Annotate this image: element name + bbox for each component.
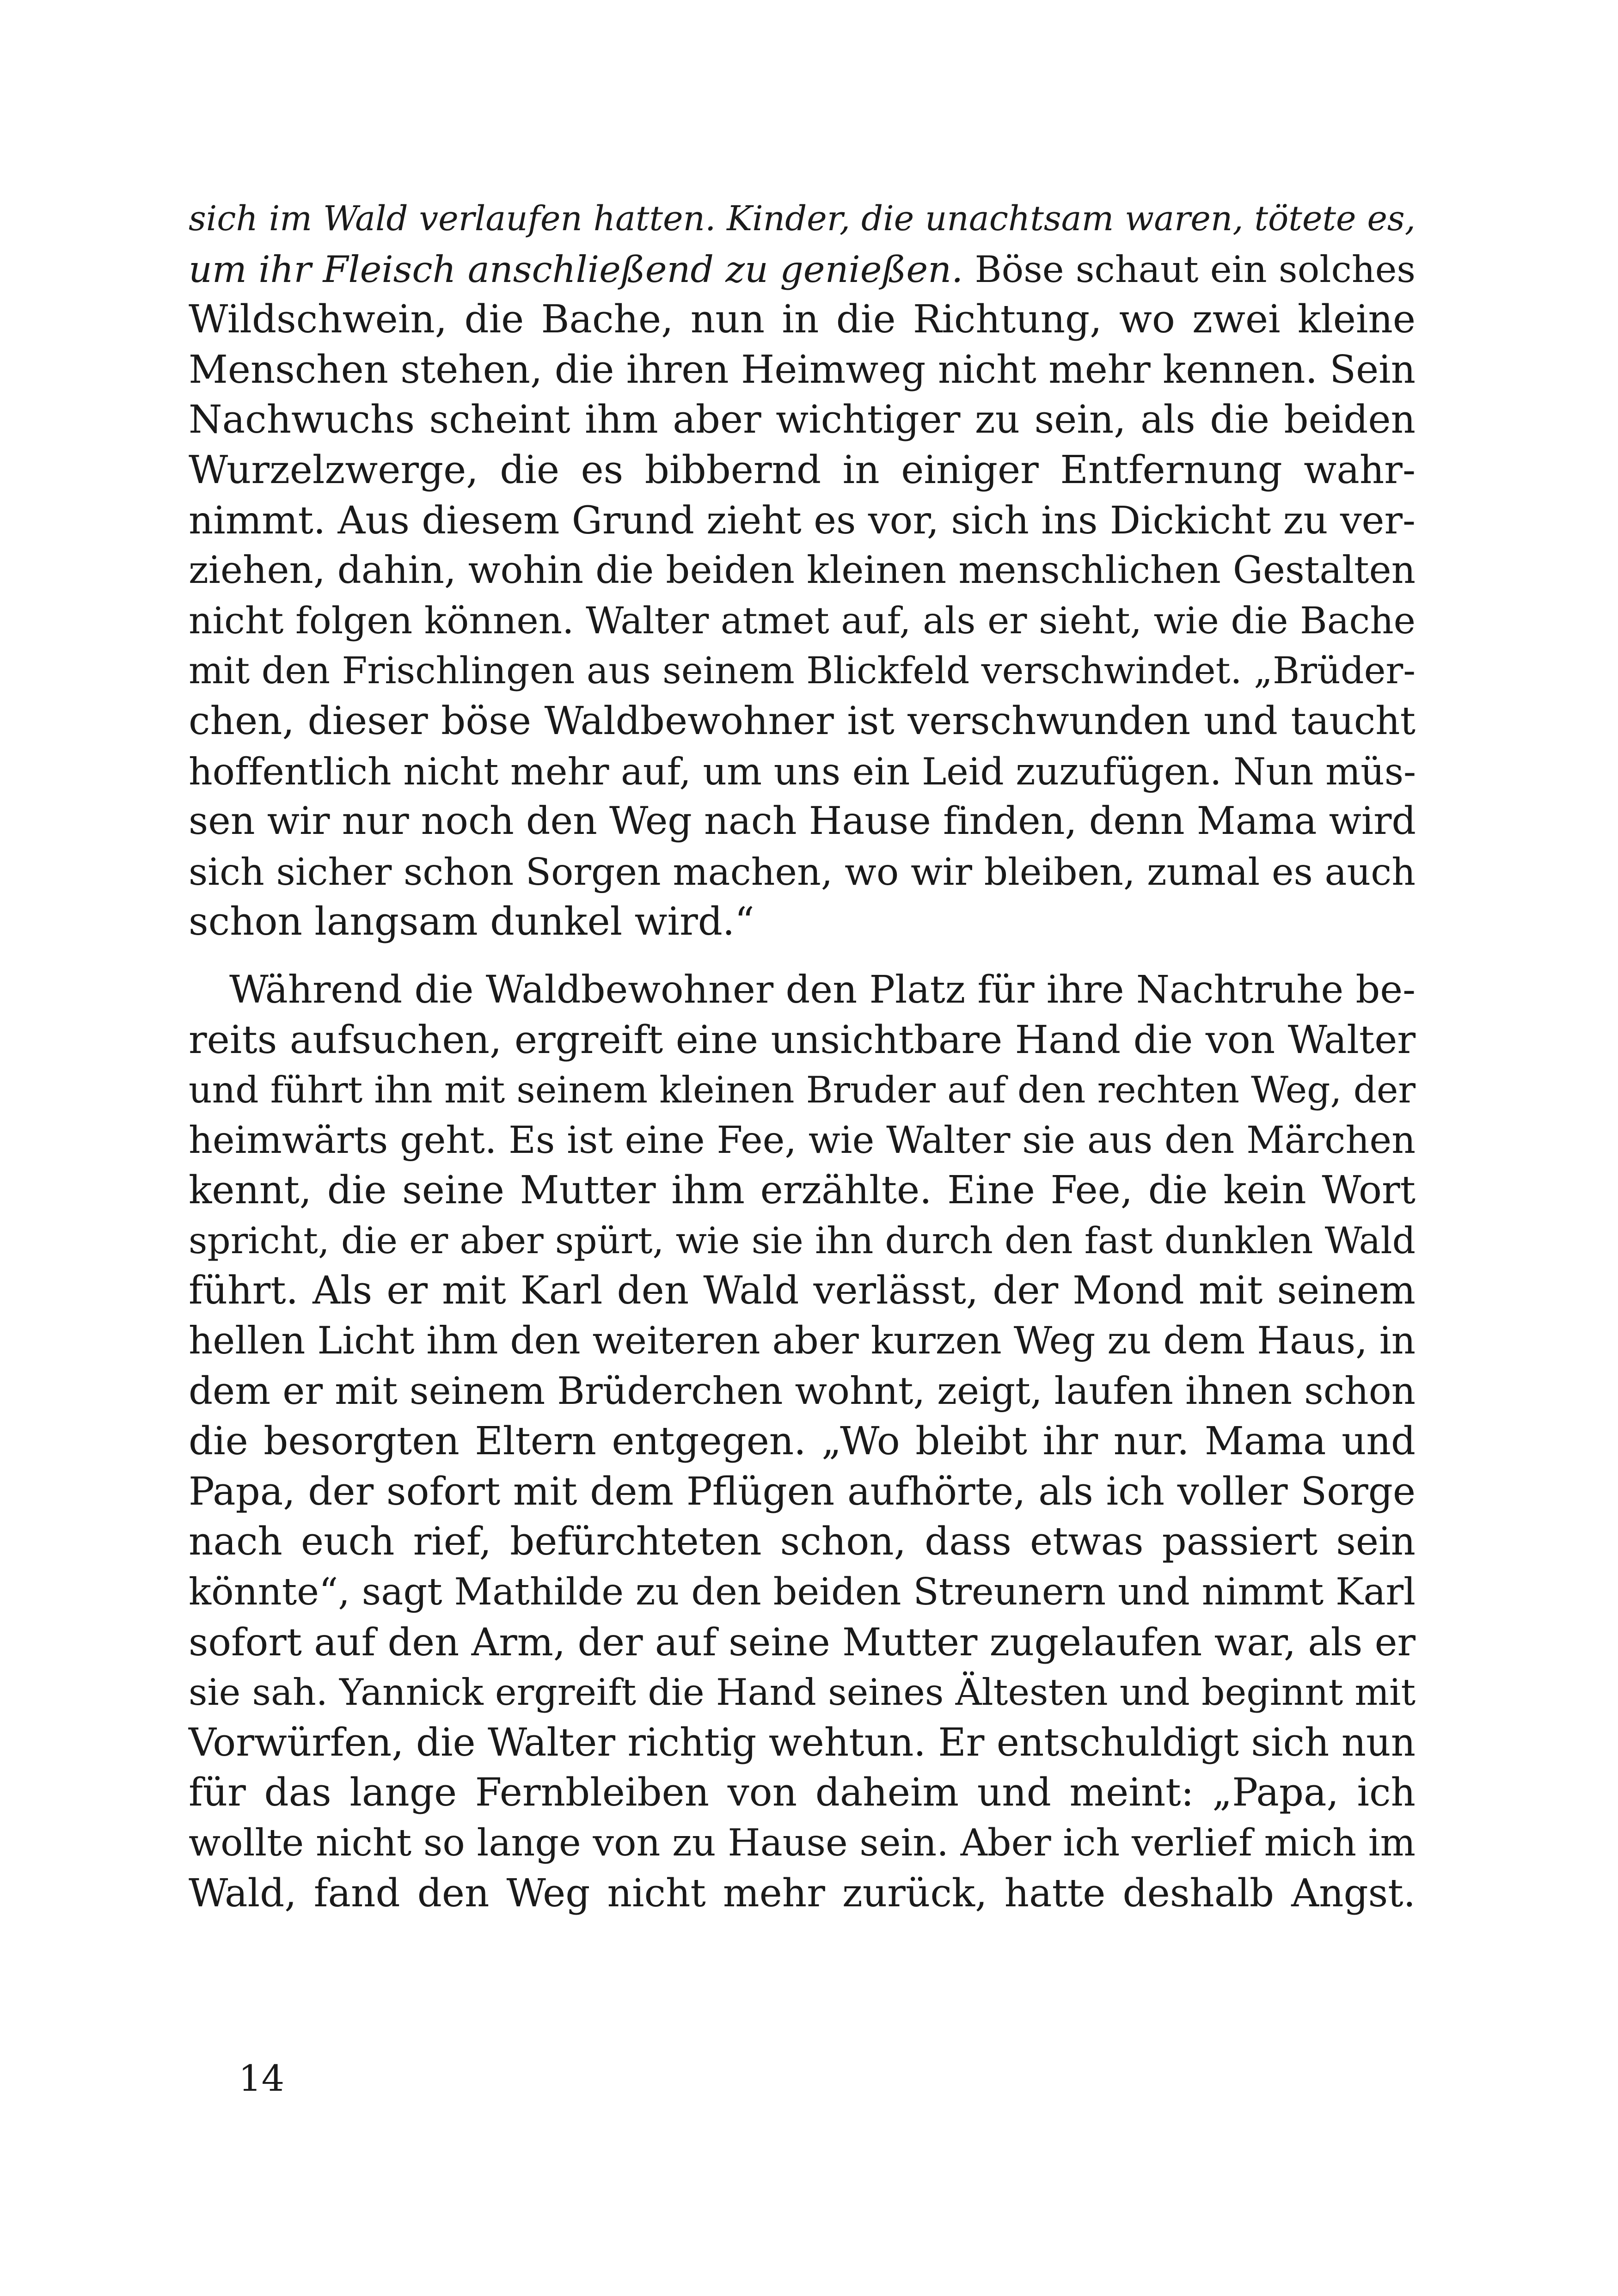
- italic-text: sich im Wald verlaufen hatten. Kinder, die unachtsam waren, tötete es,: [189, 199, 1416, 239]
- line-text: Vorwürfen, die Walter richtig wehtun. Er entschuldigt sich nun: [189, 1720, 1416, 1765]
- text-line: [189, 1416, 1416, 1467]
- line-text: Böse schaut ein solches: [963, 248, 1416, 291]
- line-text: Während die Waldbewohner den Platz für ihre Nachtruhe be-: [229, 967, 1416, 1012]
- line-text: sich sicher schon Sorgen machen, wo wir bleiben, zumal es auch: [189, 850, 1416, 894]
- text-line: [189, 1667, 1416, 1718]
- line-text: nimmt. Aus diesem Grund zieht es vor, sich ins Dickicht zu ver-: [189, 497, 1416, 543]
- paragraph-2: [189, 965, 1416, 1918]
- text-line: [189, 345, 1416, 395]
- text-line: [189, 696, 1416, 747]
- line-text: für das lange Fernbleiben von daheim und meint: „Papa, ich: [189, 1770, 1416, 1815]
- line-text: Papa, der sofort mit dem Pflügen aufhörte, als ich voller Sorge: [189, 1469, 1416, 1514]
- line-text: heimwärts geht. Es ist eine Fee, wie Walter sie aus den Märchen: [189, 1118, 1416, 1162]
- line-text: wollte nicht so lange von zu Hause sein. Aber ich verlief mich im: [189, 1821, 1416, 1865]
- line-text: Nachwuchs scheint ihm aber wichtiger zu sein, als die beiden: [189, 397, 1416, 442]
- text-line: [189, 1266, 1416, 1316]
- line-text: sen wir nur noch den Weg nach Hause finden, denn Mama wird: [189, 799, 1416, 844]
- text-line: [189, 646, 1416, 696]
- line-text: chen, dieser böse Waldbewohner ist verschwunden und taucht: [189, 698, 1416, 743]
- line-text: spricht, die er aber spürt, wie sie ihn durch den fast dunklen Wald: [189, 1219, 1416, 1262]
- text-line: [189, 847, 1416, 897]
- text-line: [189, 596, 1416, 646]
- line-text: könnte“, sagt Mathilde zu den beiden Streunern und nimmt Karl: [189, 1570, 1416, 1614]
- text-line: [189, 1818, 1416, 1868]
- line-text: sie sah. Yannick ergreift die Hand seines Ältesten und beginnt mit: [189, 1671, 1416, 1714]
- text-line: [189, 445, 1416, 496]
- text-line: [189, 545, 1416, 596]
- text-line: [189, 496, 1416, 546]
- line-text: Wurzelzwerge, die es bibbernd in einiger Entfernung wahr-: [189, 447, 1416, 492]
- line-text: Wald, fand den Weg nicht mehr zurück, hatte deshalb Angst.: [189, 1870, 1416, 1916]
- text-line: [189, 1617, 1416, 1668]
- line-text: schon langsam dunkel wird.“: [189, 899, 754, 944]
- body-text: [189, 194, 1416, 1918]
- line-text: mit den Frischlingen aus seinem Blickfeld verschwindet. „Brüder-: [189, 649, 1416, 692]
- text-line: [189, 1366, 1416, 1417]
- text-line: [189, 1316, 1416, 1366]
- text-line: [189, 897, 1416, 947]
- line-text: sofort auf den Arm, der auf seine Mutter zugelaufen war, als er: [189, 1620, 1416, 1665]
- line-text: die besorgten Eltern entgegen. „Wo bleibt ihr nur. Mama und: [189, 1419, 1416, 1464]
- line-text: hoffentlich nicht mehr auf, um uns ein Leid zuzufügen. Nun müs-: [189, 749, 1416, 793]
- italic-text: um ihr Fleisch anschließend zu genießen.: [189, 248, 963, 291]
- line-text: nach euch rief, befürchteten schon, dass etwas passiert sein: [189, 1519, 1416, 1564]
- text-line: [189, 1165, 1416, 1216]
- page-number: 14: [239, 2058, 285, 2100]
- line-text: dem er mit seinem Brüderchen wohnt, zeigt, laufen ihnen schon: [189, 1369, 1416, 1413]
- text-line: [189, 1115, 1416, 1166]
- text-line: [189, 965, 1416, 1015]
- text-line: [189, 1868, 1416, 1919]
- line-text: ziehen, dahin, wohin die beiden kleinen menschlichen Gestalten: [189, 548, 1416, 593]
- line-text: und führt ihn mit seinem kleinen Bruder auf den rechten Weg, der: [189, 1069, 1416, 1112]
- line-text: nicht folgen können. Walter atmet auf, als er sieht, wie die Bache: [189, 599, 1416, 642]
- line-text: kennt, die seine Mutter ihm erzählte. Eine Fee, die kein Wort: [189, 1168, 1416, 1213]
- text-line: [189, 395, 1416, 445]
- line-text: Menschen stehen, die ihren Heimweg nicht mehr kennen. Sein: [189, 347, 1416, 392]
- text-line: [189, 194, 1416, 245]
- line-text: führt. Als er mit Karl den Wald verlässt, der Mond mit seinem: [189, 1268, 1416, 1313]
- line-text: reits aufsuchen, ergreift eine unsichtbare Hand die von Walter: [189, 1017, 1416, 1062]
- text-line: [189, 1718, 1416, 1768]
- text-line: [189, 1517, 1416, 1567]
- text-line: [189, 1015, 1416, 1065]
- text-line: [189, 747, 1416, 797]
- text-line: [189, 1567, 1416, 1617]
- line-text: Wildschwein, die Bache, nun in die Richtung, wo zwei kleine: [189, 297, 1416, 342]
- text-line: [189, 1065, 1416, 1115]
- paragraph-1: [189, 194, 1416, 947]
- line-text: hellen Licht ihm den weiteren aber kurzen Weg zu dem Haus, in: [189, 1319, 1416, 1363]
- text-line: [189, 796, 1416, 847]
- text-line: [189, 1216, 1416, 1266]
- text-line: [189, 245, 1416, 295]
- text-line: [189, 294, 1416, 345]
- text-line: [189, 1467, 1416, 1517]
- text-line: [189, 1768, 1416, 1818]
